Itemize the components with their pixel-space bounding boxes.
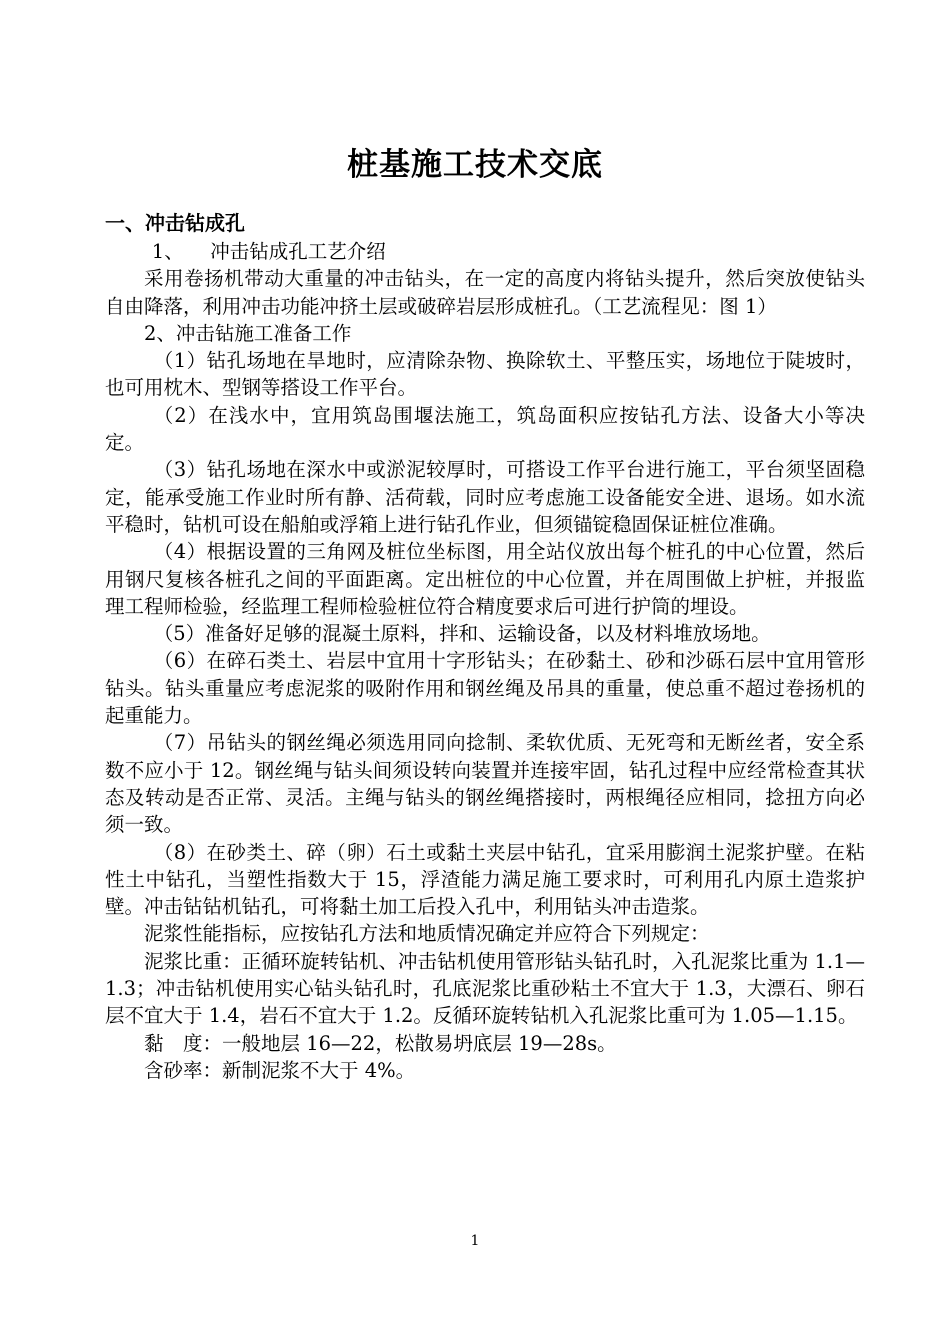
section-heading: 一、冲击钻成孔 (105, 211, 245, 235)
paragraph-4: （4）根据设置的三角网及桩位坐标图，用全站仪放出每个桩孔的中心位置，然后用钢尺复核各桩孔之间的平面距离。定出桩位的中心位置，并在周围做上护桩，并报监理工程师检验，经监理工程师检验桩位符合精度要求后可进行护筒的埋设。 (105, 540, 865, 618)
subsection-number: 1、 (151, 240, 184, 263)
document-body (105, 208, 865, 1084)
paragraph-11: 黏 度：一般地层 16—22，松散易坍底层 19—28s。 (144, 1031, 617, 1055)
paragraph-8: （8）在砂类土、碎（卵）石土或黏土夹层中钻孔，宜采用膨润土泥浆护壁。在粘性土中钻孔，当塑性指数大于 15，浮渣能力满足施工要求时，可利用孔内原土造浆护壁。冲击钻钻机钻孔，可将黏土加工后投入孔中，利用钻头冲击造浆。 (105, 840, 865, 919)
paragraph-7: （7）吊钻头的钢丝绳必须选用同向捻制、柔软优质、无死弯和无断丝者，安全系数不应小于 12。钢丝绳与钻头间须设转向装置并连接牢固，钻孔过程中应经常检查其状态及转动是否正常、灵活。主绳与钻头的钢丝绳搭接时，两根绳径应相同，捻扭方向必须一致。 (105, 731, 865, 837)
paragraph-9: 泥浆性能指标，应按钻孔方法和地质情况确定并应符合下列规定： (144, 922, 710, 946)
subsection-heading-2: 2、冲击钻施工准备工作 (144, 321, 352, 345)
paragraph-10: 泥浆比重：正循环旋转钻机、冲击钻机使用管形钻头钻孔时，入孔泥浆比重为 1.1—1.3；冲击钻机使用实心钻头钻孔时，孔底泥浆比重砂粘土不宜大于 1.3，大漂石、卵石层不宜大于 1.4，岩石不宜大于 1.2。反循环旋转钻机入孔泥浆比重可为 1.05—1.15。 (105, 949, 865, 1028)
paragraph-1: （1）钻孔场地在旱地时，应清除杂物、换除软土、平整压实，场地位于陡坡时，也可用枕木、型钢等搭设工作平台。 (105, 349, 865, 400)
paragraph-3: （3）钻孔场地在深水中或淤泥较厚时，可搭设工作平台进行施工，平台须坚固稳定，能承受施工作业时所有静、活荷载，同时应考虑施工设备能安全进、退场。如水流平稳时，钻机可设在船舶或浮箱上进行钻孔作业，但须锚锭稳固保证桩位准确。 (105, 458, 865, 536)
paragraph-intro: 采用卷扬机带动大重量的冲击钻头，在一定的高度内将钻头提升，然后突放使钻头自由降落，利用冲击功能冲挤土层或破碎岩层形成桩孔。（工艺流程见：图 1） (105, 267, 865, 318)
subsection-title: 冲击钻成孔工艺介绍 (210, 240, 386, 263)
document-title: 桩基施工技术交底 (347, 147, 603, 183)
paragraph-2: （2）在浅水中，宜用筑岛围堰法施工，筑岛面积应按钻孔方法、设备大小等决定。 (105, 403, 865, 455)
subsection-heading (105, 238, 865, 265)
paragraph-6: （6）在碎石类土、岩层中宜用十字形钻头；在砂黏土、砂和沙砾石层中宜用管形钻头。钻头重量应考虑泥浆的吸附作用和钢丝绳及吊具的重量，使总重不超过卷扬机的起重能力。 (105, 649, 865, 728)
paragraph-12: 含砂率：新制泥浆不大于 4%。 (144, 1058, 416, 1082)
paragraph-5: （5）准备好足够的混凝土原料，拌和、运输设备，以及材料堆放场地。 (153, 622, 771, 646)
page-number: 1 (470, 1233, 480, 1249)
